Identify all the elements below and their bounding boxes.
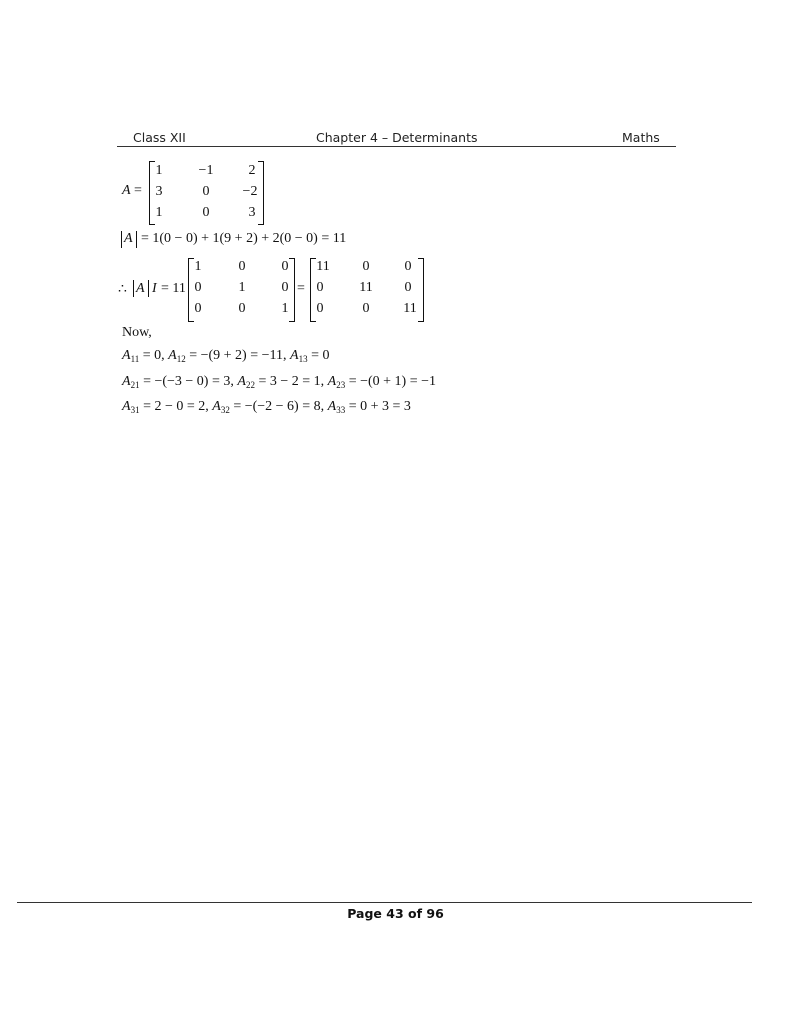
cofactor-var: A bbox=[168, 348, 177, 363]
cofactor-var: A bbox=[327, 399, 337, 414]
cofactor-var: A bbox=[122, 348, 131, 363]
identity-var: I bbox=[152, 281, 157, 296]
cofactor-index: 22 bbox=[245, 380, 255, 390]
matrix-cell: 0 bbox=[281, 259, 289, 274]
matrix-cell: 0 bbox=[238, 301, 246, 316]
cofactor-index: 12 bbox=[176, 354, 186, 364]
cofactor-expr: = −(−2 − 6) = 8, bbox=[229, 399, 328, 414]
header-divider bbox=[117, 146, 676, 147]
abs-bar bbox=[121, 231, 122, 248]
matrix-cell: 1 bbox=[281, 301, 289, 316]
cofactor-row-1 bbox=[122, 348, 329, 364]
cofactor-index: 11 bbox=[130, 354, 140, 364]
cofactor-expr: = −(9 + 2) = −11, bbox=[185, 348, 290, 363]
abs-bar bbox=[148, 280, 149, 297]
matrix-cell: 0 bbox=[404, 259, 412, 274]
matrix-cell: 0 bbox=[238, 259, 246, 274]
cofactor-var: A bbox=[290, 348, 299, 363]
matrix-cell: −1 bbox=[198, 163, 214, 178]
right-bracket bbox=[258, 161, 264, 225]
abs-bar bbox=[133, 280, 134, 297]
det-var: A bbox=[136, 281, 145, 296]
scalar: = 11 bbox=[161, 281, 186, 296]
cofactor-index: 31 bbox=[130, 405, 140, 415]
matrix-cell: 0 bbox=[194, 301, 202, 316]
cofactor-index: 23 bbox=[336, 380, 346, 390]
cofactor-var: A bbox=[122, 374, 131, 389]
cofactor-index: 33 bbox=[336, 405, 346, 415]
det-var: A bbox=[124, 231, 133, 246]
cofactor-row-2 bbox=[122, 374, 436, 390]
cofactor-expr: = 0, bbox=[139, 348, 169, 363]
det-expression: = 1(0 − 0) + 1(9 + 2) + 2(0 − 0) = 11 bbox=[141, 231, 347, 246]
matrix-cell: 0 bbox=[362, 259, 370, 274]
cofactor-expr: = 2 − 0 = 2, bbox=[139, 399, 213, 414]
matrix-cell: 0 bbox=[202, 205, 210, 220]
therefore-symbol: ∴ bbox=[118, 282, 127, 297]
cofactor-row-3 bbox=[122, 399, 411, 415]
cofactor-expr: = −(−3 − 0) = 3, bbox=[139, 374, 238, 389]
page-number: Page 43 of 96 bbox=[347, 906, 444, 921]
abs-bar bbox=[136, 231, 137, 248]
cofactor-expr: = −(0 + 1) = −1 bbox=[345, 374, 436, 389]
now-label: Now, bbox=[122, 325, 152, 340]
right-bracket bbox=[289, 258, 295, 322]
matrix-cell: 2 bbox=[248, 163, 256, 178]
matrix-a-label: A bbox=[122, 183, 131, 198]
matrix-cell: 3 bbox=[248, 205, 256, 220]
cofactor-index: 32 bbox=[220, 405, 230, 415]
matrix-cell: −2 bbox=[242, 184, 258, 199]
matrix-cell: 1 bbox=[238, 280, 246, 295]
cofactor-index: 13 bbox=[298, 354, 308, 364]
matrix-cell: 0 bbox=[316, 301, 324, 316]
cofactor-expr: = 0 bbox=[307, 348, 330, 363]
cofactor-var: A bbox=[122, 399, 131, 414]
cofactor-var: A bbox=[237, 374, 246, 389]
cofactor-expr: = 3 − 2 = 1, bbox=[254, 374, 328, 389]
matrix-cell: 0 bbox=[281, 280, 289, 295]
matrix-cell: 11 bbox=[359, 280, 373, 295]
cofactor-expr: = 0 + 3 = 3 bbox=[345, 399, 411, 414]
matrix-cell: 1 bbox=[155, 205, 163, 220]
header-subject: Maths bbox=[622, 130, 660, 145]
matrix-cell: 0 bbox=[362, 301, 370, 316]
matrix-cell: 0 bbox=[404, 280, 412, 295]
cofactor-var: A bbox=[327, 374, 337, 389]
matrix-cell: 11 bbox=[316, 259, 330, 274]
left-bracket bbox=[310, 258, 316, 322]
matrix-cell: 1 bbox=[194, 259, 202, 274]
right-bracket bbox=[418, 258, 424, 322]
matrix-cell: 0 bbox=[194, 280, 202, 295]
equals-sign: = bbox=[134, 183, 142, 198]
equals-sign: = bbox=[297, 281, 305, 296]
left-bracket bbox=[149, 161, 155, 225]
cofactor-index: 21 bbox=[130, 380, 140, 390]
matrix-cell: 0 bbox=[316, 280, 324, 295]
matrix-cell: 11 bbox=[403, 301, 417, 316]
footer-divider bbox=[17, 902, 752, 903]
matrix-cell: 0 bbox=[202, 184, 210, 199]
matrix-cell: 3 bbox=[155, 184, 163, 199]
matrix-cell: 1 bbox=[155, 163, 163, 178]
cofactor-var: A bbox=[212, 399, 221, 414]
header-chapter: Chapter 4 – Determinants bbox=[316, 130, 478, 145]
header-class: Class XII bbox=[133, 130, 186, 145]
left-bracket bbox=[188, 258, 194, 322]
